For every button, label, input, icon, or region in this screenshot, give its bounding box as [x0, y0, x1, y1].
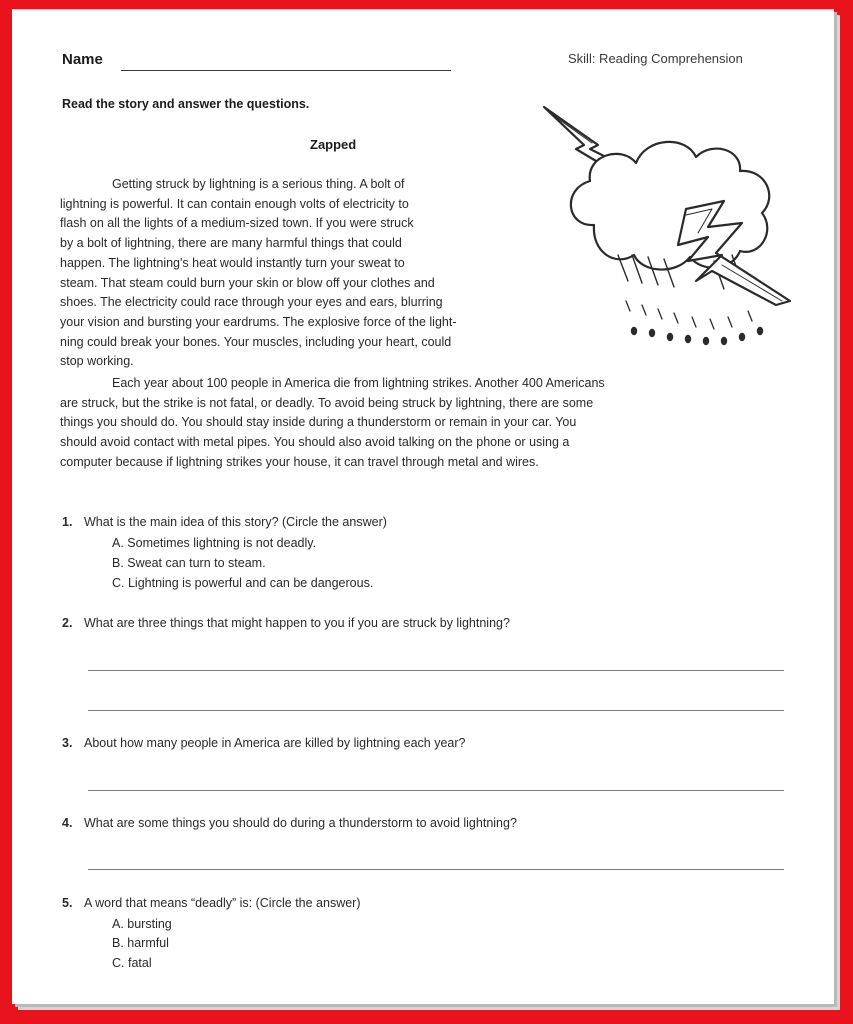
story-paragraph-1 [60, 175, 590, 372]
option-1c[interactable]: C. Lightning is powerful and can be dangerous. [112, 576, 374, 590]
name-blank-line [121, 70, 451, 71]
skill-label: Skill: Reading Comprehension [568, 51, 743, 66]
story-line: happen. The lightning's heat would instantly turn your sweat to [60, 255, 405, 270]
story-line: Each year about 100 people in America die from lightning strikes. Another 400 Americans [112, 376, 605, 390]
question-number: 4. [62, 816, 73, 830]
story-line: your vision and bursting your eardrums. The explosive force of the light- [60, 314, 457, 329]
answer-line[interactable] [88, 670, 784, 671]
option-5a[interactable]: A. bursting [112, 917, 172, 931]
story-line: shoes. The electricity could race through your eyes and ears, blurring [60, 295, 443, 310]
question-1 [62, 515, 387, 529]
answer-line[interactable] [88, 790, 784, 791]
question-5 [62, 896, 361, 910]
story-line: should avoid contact with metal pipes. You should also avoid talking on the phone or using a [60, 435, 570, 450]
question-4 [62, 816, 517, 830]
instructions: Read the story and answer the questions. [62, 97, 310, 111]
question-number: 1. [62, 515, 73, 529]
storm-cloud-lightning-icon [536, 105, 796, 350]
story-line: steam. That steam could burn your skin or blow off your clothes and [60, 275, 435, 290]
question-text: What are some things you should do during a thunderstorm to avoid lightning? [84, 816, 517, 830]
story-line: flash on all the lights of a medium-sized town. If you were struck [60, 216, 414, 231]
question-2 [62, 616, 510, 630]
question-number: 3. [62, 736, 73, 750]
question-number: 5. [62, 896, 73, 910]
answer-line[interactable] [88, 710, 784, 711]
question-text: A word that means “deadly” is: (Circle the answer) [84, 896, 361, 910]
option-5c[interactable]: C. fatal [112, 956, 152, 970]
option-1b[interactable]: B. Sweat can turn to steam. [112, 556, 266, 570]
answer-line[interactable] [88, 869, 784, 870]
story-line: stop working. [60, 354, 134, 369]
story-line: ning could break your bones. Your muscles, including your heart, could [60, 334, 452, 349]
story-line: Getting struck by lightning is a serious thing. A bolt of [112, 177, 405, 191]
question-text: What are three things that might happen to you if you are struck by lightning? [84, 616, 510, 630]
story-line: computer because if lightning strikes your house, it can travel through metal and wires. [60, 454, 539, 469]
story-title: Zapped [310, 137, 357, 152]
question-3 [62, 736, 465, 750]
story-line: lightning is powerful. It can contain enough volts of electricity to [60, 196, 409, 211]
story-line: are struck, but the strike is not fatal, or deadly. To avoid being struck by lightning, there are some [60, 395, 594, 410]
question-text: What is the main idea of this story? (Circle the answer) [84, 515, 387, 529]
question-text: About how many people in America are killed by lightning each year? [84, 736, 466, 750]
question-number: 2. [62, 616, 73, 630]
worksheet-page [12, 9, 834, 1004]
name-label: Name [62, 51, 103, 68]
option-5b[interactable]: B. harmful [112, 936, 169, 950]
story-line: things you should do. You should stay inside during a thunderstorm or remain in your car. You [60, 415, 577, 430]
story-paragraph-2 [60, 374, 800, 473]
story-line: by a bolt of lightning, there are many harmful things that could [60, 236, 402, 251]
option-1a[interactable]: A. Sometimes lightning is not deadly. [112, 536, 317, 550]
